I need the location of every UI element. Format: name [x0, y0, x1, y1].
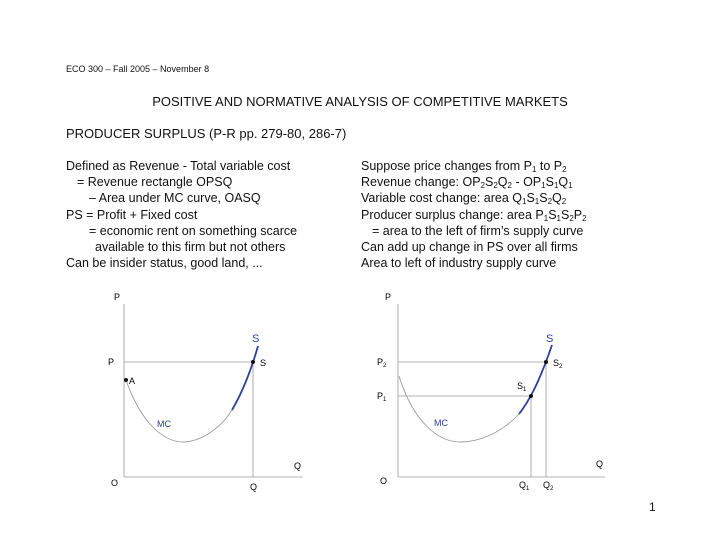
- text-run: Q: [497, 175, 508, 190]
- g1-point-s-label: S: [260, 358, 267, 368]
- text-run: S: [539, 191, 548, 206]
- left-text-line: Can be insider status, good land, ...: [66, 256, 263, 271]
- subscript: 2: [569, 213, 574, 223]
- left-text-line: PS = Profit + Fixed cost: [66, 207, 198, 222]
- g1-point-s: [251, 360, 255, 364]
- text-run: S: [545, 175, 554, 190]
- g1-supply-curve: [232, 346, 258, 410]
- subscript: 1: [553, 181, 559, 191]
- text-run: Producer surplus change: area P: [361, 207, 544, 222]
- subscript: 2: [547, 197, 553, 207]
- subscript: 2: [562, 165, 567, 174]
- subscript: 2: [561, 197, 567, 207]
- left-text-line: – Area under MC curve, OASQ: [89, 191, 261, 206]
- subscript: 1: [568, 181, 573, 191]
- text-run: = area to the left of firm’s supply curve: [372, 223, 584, 238]
- g2-point-s1: [529, 394, 533, 398]
- text-run: S: [526, 191, 535, 206]
- text-run: - OP: [511, 175, 542, 190]
- text-run: to P: [536, 159, 563, 173]
- subscript: 1: [521, 197, 527, 207]
- subscript: 1: [534, 197, 540, 207]
- subscript: 2: [480, 181, 485, 191]
- subscript: 1: [556, 213, 561, 223]
- left-text-line: available to this firm but not others: [95, 240, 286, 255]
- g2-q1-label: $Q_1$: [519, 480, 530, 492]
- subscript: 1: [543, 213, 549, 223]
- g1-quantity-label: Q: [250, 482, 258, 492]
- g1-supply-label: S: [252, 333, 260, 345]
- text-run: Can add up change in PS over all firms: [361, 240, 578, 255]
- text-run: S: [548, 207, 557, 222]
- g1-x-label: Q: [294, 461, 302, 471]
- left-text-line: = Revenue rectangle OPSQ: [77, 175, 233, 190]
- graph-right: [377, 292, 605, 492]
- text-run: Q: [552, 191, 562, 206]
- text-run: P: [573, 207, 583, 222]
- g1-mc-curve: [126, 380, 232, 442]
- g2-supply-curve: [519, 345, 552, 414]
- page-number: 1: [649, 500, 656, 514]
- g2-mc-label: MC: [434, 418, 448, 428]
- course-header: ECO 300 – Fall 2005 – November 8: [66, 64, 210, 74]
- g1-point-a-label: A: [129, 376, 136, 386]
- left-text-line: = economic rent on something scarce: [89, 223, 298, 238]
- text-run: Suppose price changes from P: [361, 159, 532, 173]
- subscript: 2: [582, 213, 587, 223]
- g2-p1-label: $P_1$: [377, 391, 387, 403]
- text-run: S: [561, 207, 570, 222]
- g2-x-label: Q: [596, 459, 604, 469]
- g2-mc-curve: [399, 376, 519, 442]
- subscript: 1: [541, 181, 546, 191]
- g1-price-label: P: [108, 357, 115, 367]
- g2-s2-label: $S_2$: [553, 358, 563, 370]
- g1-y-label: P: [114, 292, 121, 302]
- g2-y-label: P: [385, 292, 392, 302]
- g2-origin-label: O: [380, 476, 388, 486]
- section-heading: PRODUCER SURPLUS (P-R pp. 279-80, 286-7): [66, 126, 347, 141]
- text-run: Revenue change: OP: [361, 175, 481, 190]
- text-run: S: [484, 175, 494, 190]
- g2-point-s2: [544, 360, 548, 364]
- left-text-line: Defined as Revenue - Total variable cost: [66, 159, 291, 173]
- text-run: Area to left of industry supply curve: [361, 256, 557, 271]
- subscript: 1: [531, 165, 537, 174]
- g2-s1-label: $S_1$: [517, 381, 527, 393]
- graph-left: [108, 292, 303, 492]
- subscript: 2: [507, 181, 512, 191]
- g2-q2-label: $Q_2$: [543, 480, 554, 492]
- g1-point-a: [124, 378, 128, 382]
- g2-supply-label: S: [546, 333, 554, 345]
- g2-p2-label: $P_2$: [377, 357, 387, 369]
- g1-mc-label: MC: [157, 419, 171, 429]
- subscript: 2: [493, 181, 498, 191]
- slide-title: POSITIVE AND NORMATIVE ANALYSIS OF COMPETITIVE MARKETS: [152, 94, 568, 109]
- text-run: Variable cost change: area Q: [361, 191, 522, 206]
- text-run: Q: [558, 175, 569, 190]
- g1-origin-label: O: [111, 478, 119, 488]
